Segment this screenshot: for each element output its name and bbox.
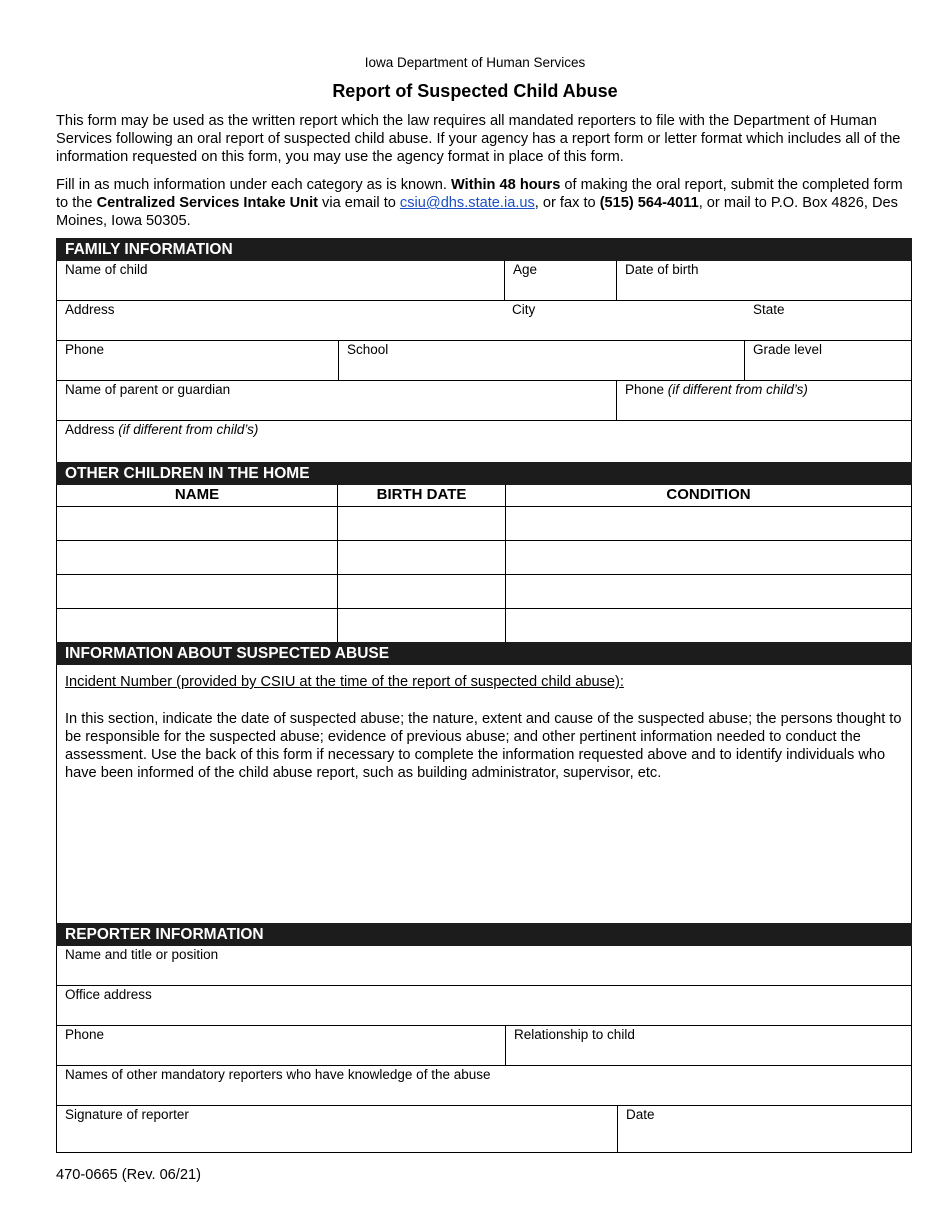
child-birth-date-cell[interactable] [337, 575, 505, 608]
parent-phone-field[interactable]: Phone (if different from child’s) [616, 381, 911, 420]
family-row-4 [56, 381, 912, 421]
parent-name-field[interactable]: Name of parent or guardian [65, 382, 231, 397]
family-row-5 [56, 421, 912, 462]
school-field[interactable]: School [338, 341, 744, 380]
reporter-name-title-field[interactable]: Name and title or position [65, 947, 219, 962]
address-field[interactable]: Address [65, 302, 115, 317]
report-form [56, 238, 912, 1153]
table-row [56, 575, 912, 609]
incident-number-label: Incident Number (provided by CSIU at the time of the report of suspected child abuse): [65, 674, 624, 690]
child-condition-cell[interactable] [505, 541, 911, 574]
reporter-row-1 [56, 946, 912, 986]
age-field[interactable]: Age [504, 261, 616, 300]
child-condition-cell[interactable] [505, 609, 911, 642]
suspected-abuse-heading: INFORMATION ABOUT SUSPECTED ABUSE [56, 642, 912, 665]
table-row [56, 541, 912, 575]
reporter-row-2 [56, 986, 912, 1026]
form-title: Report of Suspected Child Abuse [332, 81, 618, 101]
instructions-paragraph: Fill in as much information under each category as is known. Within 48 hours of making the oral report, submit the completed form to the Centralized Services Intake Unit via email to csiu@dhs.state.ia.us, or fax to (515) 564-4011, or mail to P.O. Box 4826, Des Moines, Iowa 50305. [56, 177, 903, 229]
family-information-heading: FAMILY INFORMATION [56, 238, 912, 261]
phone-field[interactable]: Phone [65, 342, 105, 357]
fax-number: (515) 564-4011 [599, 195, 699, 211]
child-birth-date-cell[interactable] [337, 507, 505, 540]
agency-name: Iowa Department of Human Services [364, 55, 586, 70]
date-field[interactable]: Date [617, 1106, 911, 1152]
date-of-birth-field[interactable]: Date of birth [616, 261, 911, 300]
child-condition-cell[interactable] [505, 575, 911, 608]
form-number: 470-0665 (Rev. 06/21) [56, 1167, 201, 1183]
intro-paragraph: This form may be used as the written report which the law requires all mandated reporters to file with the Department of Human Services following an oral report of suspected child abuse. If your agency has a report form or letter format which includes all of the information requested on this form, you may use the agency format in place of this form. [56, 113, 901, 165]
child-name-cell[interactable] [57, 575, 337, 608]
table-row [56, 609, 912, 642]
column-header-birth-date: BIRTH DATE [337, 485, 505, 506]
grade-level-field[interactable]: Grade level [744, 341, 911, 380]
office-address-field[interactable]: Office address [65, 987, 152, 1002]
reporter-row-5 [56, 1106, 912, 1153]
other-children-heading: OTHER CHILDREN IN THE HOME [56, 462, 912, 485]
reporter-information-heading: REPORTER INFORMATION [56, 923, 912, 946]
child-birth-date-cell[interactable] [337, 541, 505, 574]
family-row-2 [56, 301, 912, 341]
parent-address-field[interactable]: Address (if different from child’s) [65, 422, 259, 437]
other-reporters-field[interactable]: Names of other mandatory reporters who have knowledge of the abuse [65, 1067, 491, 1082]
name-of-child-field[interactable]: Name of child [65, 262, 148, 277]
child-name-cell[interactable] [57, 541, 337, 574]
column-header-condition: CONDITION [505, 485, 911, 506]
table-row [56, 507, 912, 541]
relationship-to-child-field[interactable]: Relationship to child [505, 1026, 911, 1065]
state-field[interactable]: State [753, 302, 785, 317]
family-row-3 [56, 341, 912, 381]
email-link[interactable]: csiu@dhs.state.ia.us [399, 195, 535, 211]
children-table-header [56, 485, 912, 507]
family-row-1 [56, 261, 912, 301]
column-header-name: NAME [174, 486, 220, 503]
reporter-row-3 [56, 1026, 912, 1066]
child-name-cell[interactable] [57, 507, 337, 540]
signature-field[interactable]: Signature of reporter [65, 1107, 189, 1122]
reporter-row-4 [56, 1066, 912, 1106]
abuse-instructions: In this section, indicate the date of suspected abuse; the nature, extent and cause of the suspected abuse; the persons thought to be responsible for the suspected abuse; evidence of previous abuse; and other pertinent information needed to conduct the assessment. Use the back of this form if necessary to complete the information requested above and to identify individuals who have been informed of the child abuse report, such as building administrator, supervisor, etc. [65, 711, 902, 781]
child-name-cell[interactable] [57, 609, 337, 642]
abuse-details-field[interactable] [56, 665, 912, 923]
city-field[interactable]: City [512, 302, 536, 317]
child-birth-date-cell[interactable] [337, 609, 505, 642]
child-condition-cell[interactable] [505, 507, 911, 540]
reporter-phone-field[interactable]: Phone [65, 1027, 105, 1042]
